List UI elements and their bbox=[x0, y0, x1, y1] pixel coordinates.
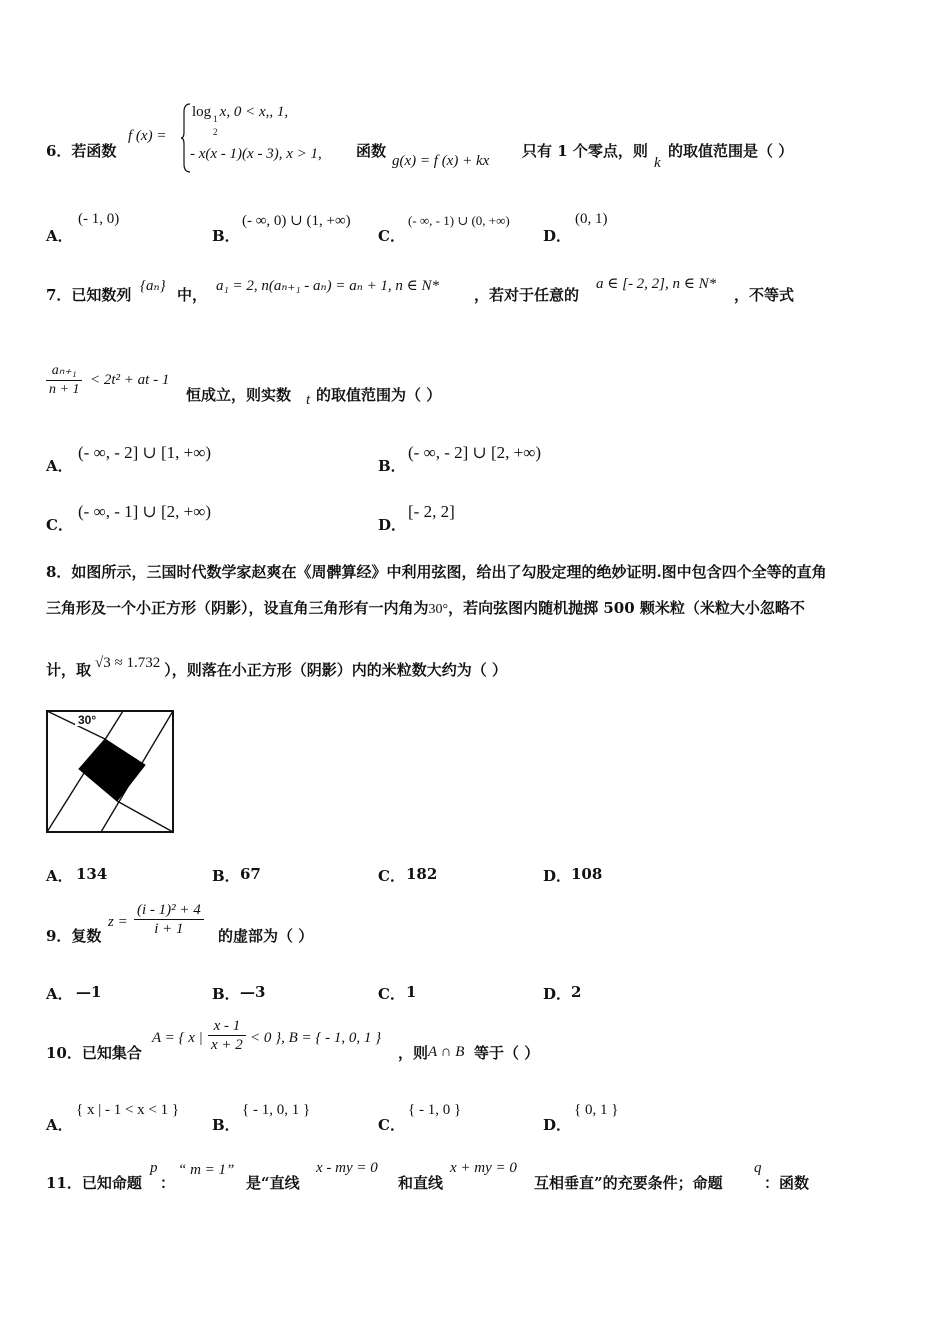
q10-a-right: < 0 }, B = { - 1, 0, 1 } bbox=[250, 1030, 382, 1046]
q8-option-c-value: 182 bbox=[406, 865, 438, 883]
q10-number: 10．已知集合 bbox=[46, 1044, 142, 1062]
q6-g: g(x) = f (x) + kx bbox=[392, 153, 490, 169]
q11-q: q bbox=[754, 1160, 762, 1176]
q10-option-b-label: B． bbox=[212, 1116, 240, 1134]
q7-option-a-value: (- ∞, - 2] ∪ [1, +∞) bbox=[78, 443, 212, 462]
q6-tail1: 只有 1 个零点，则 bbox=[522, 142, 648, 160]
q7-option-d-label: D． bbox=[378, 516, 407, 534]
q11-colon1: ： bbox=[160, 1174, 176, 1192]
q10-option-c-value: { - 1, 0 } bbox=[408, 1102, 462, 1118]
q9-number: 9．复数 bbox=[46, 927, 102, 945]
q6-option-b-label: B． bbox=[212, 227, 240, 245]
q8-line3: 计，取 √3 ≈ 1.732 ），则落在小正方形（阴影）内的米粒数大约为（ ） bbox=[46, 655, 507, 679]
q6-option-c-label: C． bbox=[378, 227, 405, 245]
q6-option-c-value: (- ∞, - 1) ∪ (0, +∞) bbox=[408, 213, 510, 228]
q7-seq: {aₙ} bbox=[140, 278, 166, 294]
q7-frac-num: aₙ₊₁ bbox=[46, 362, 82, 381]
q7-tail2: 的取值范围为（ ） bbox=[316, 386, 442, 404]
q10-option-c-label: C． bbox=[378, 1116, 405, 1134]
q7-option-c-label: C． bbox=[46, 516, 73, 534]
q7-frac-den: n + 1 bbox=[49, 382, 80, 397]
q9-z: z = bbox=[108, 914, 128, 930]
q6-stem bbox=[46, 140, 116, 161]
q6-piece2: - x(x - 1)(x - 3), x > 1, bbox=[190, 146, 322, 162]
q6-option-b-value: (- ∞, 0) ∪ (1, +∞) bbox=[242, 213, 351, 229]
q11-t2: 和直线 bbox=[398, 1174, 444, 1192]
q7-option-b-label: B． bbox=[378, 457, 406, 475]
q9-option-a-value: —1 bbox=[76, 983, 102, 1001]
q8-string-figure bbox=[45, 709, 175, 834]
q8-option-d-value: 108 bbox=[571, 865, 603, 883]
q11-m: “ m = 1” bbox=[178, 1162, 235, 1178]
q11-t4: ：函数 bbox=[764, 1174, 810, 1192]
q10-option-d-label: D． bbox=[543, 1116, 572, 1134]
q10-option-a-value: { x | - 1 < x < 1 } bbox=[76, 1102, 180, 1118]
q9-option-b-value: —3 bbox=[240, 983, 266, 1001]
q7-mid1: 中， bbox=[177, 286, 208, 304]
q6-number: 6．若函数 bbox=[46, 142, 117, 160]
q6-option-a-value: (- 1, 0) bbox=[78, 211, 120, 227]
q9-fraction bbox=[134, 901, 204, 938]
q10-mid: ，则 bbox=[398, 1044, 429, 1062]
q11-p: p bbox=[150, 1160, 158, 1176]
q6-option-a-label: A． bbox=[46, 227, 73, 245]
q10-option-a-label: A． bbox=[46, 1116, 73, 1134]
q6-mid: 函数 bbox=[356, 142, 387, 160]
q7-tail1: 恒成立，则实数 bbox=[186, 386, 292, 404]
q7-recurrence: a₁ = 2, n(aₙ₊₁ - aₙ) = aₙ + 1, n ∈ N* bbox=[216, 278, 440, 294]
q6-brace bbox=[180, 102, 192, 174]
q6-piece1: log $_1$ x, 0 < x,, 1, bbox=[192, 104, 289, 124]
q11-line1: x - my = 0 bbox=[316, 1160, 378, 1176]
q7-option-a-label: A． bbox=[46, 457, 73, 475]
q10-frac-num: x - 1 bbox=[208, 1017, 246, 1036]
q7-option-c-value: (- ∞, - 1] ∪ [2, +∞) bbox=[78, 502, 212, 521]
q6-f: f (x) = bbox=[128, 128, 167, 144]
q7-mid3: ，不等式 bbox=[734, 286, 795, 304]
q7-condition: a ∈ [- 2, 2], n ∈ N* bbox=[596, 276, 717, 292]
q8-option-b-value: 67 bbox=[240, 865, 261, 883]
q9-option-b-label: B． bbox=[212, 985, 240, 1003]
q8-line2: 三角形及一个小正方形（阴影），设直角三角形有一内角为30°，若向弦图内随机抛掷 500 颗米粒（米粒大小忽略不 bbox=[46, 599, 805, 617]
q9-frac-num: (i - 1)² + 4 bbox=[134, 901, 204, 920]
q7-option-b-value: (- ∞, - 2] ∪ [2, +∞) bbox=[408, 443, 542, 462]
q10-option-b-value: { - 1, 0, 1 } bbox=[242, 1102, 311, 1118]
q7-option-d-value: [- 2, 2] bbox=[408, 502, 455, 521]
q9-tail: 的虚部为（ ） bbox=[218, 927, 314, 945]
q8-figure-angle-label: 30° bbox=[78, 713, 97, 727]
q6-piece1-sub2: 2 bbox=[213, 127, 218, 137]
q9-option-a-label: A． bbox=[46, 985, 73, 1003]
q6-tail2: 的取值范围是（ ） bbox=[668, 142, 794, 160]
q7-mid2: ，若对于任意的 bbox=[474, 286, 580, 304]
q8-option-d-label: D． bbox=[543, 867, 572, 885]
q8-option-c-label: C． bbox=[378, 867, 405, 885]
q11-line2: x + my = 0 bbox=[450, 1160, 517, 1176]
q7-number: 7．已知数列 bbox=[46, 286, 132, 304]
q9-option-c-value: 1 bbox=[406, 983, 417, 1001]
q6-option-d-label: D． bbox=[543, 227, 572, 245]
q11-t3: 互相垂直”的充要条件；命题 bbox=[534, 1174, 723, 1192]
q7-inequality: < 2t² + at - 1 bbox=[90, 372, 170, 388]
q6-k: k bbox=[654, 155, 661, 171]
q10-intersection: A ∩ B bbox=[428, 1044, 465, 1060]
q10-tail: 等于（ ） bbox=[474, 1044, 540, 1062]
q7-fraction bbox=[46, 362, 82, 399]
q9-option-d-label: D． bbox=[543, 985, 572, 1003]
q10-option-d-value: { 0, 1 } bbox=[574, 1102, 619, 1118]
q8-option-a-label: A． bbox=[46, 867, 73, 885]
q9-option-c-label: C． bbox=[378, 985, 405, 1003]
q11-t1: 是“直线 bbox=[246, 1174, 300, 1192]
q10-a-left: A = { x | bbox=[152, 1030, 203, 1046]
q8-option-a-value: 134 bbox=[76, 865, 108, 883]
q7-t: t bbox=[306, 392, 311, 408]
q8-line1: 8．如图所示，三国时代数学家赵爽在《周髀算经》中利用弦图，给出了勾股定理的绝妙证明.图中包含四个全等的直角 bbox=[46, 563, 827, 581]
q8-option-b-label: B． bbox=[212, 867, 240, 885]
q10-frac-den: x + 2 bbox=[211, 1037, 243, 1053]
q9-frac-den: i + 1 bbox=[154, 921, 184, 937]
q6-option-d-value: (0, 1) bbox=[575, 211, 608, 227]
q9-option-d-value: 2 bbox=[571, 983, 582, 1001]
q11-number: 11．已知命题 bbox=[46, 1174, 142, 1192]
q10-fraction bbox=[208, 1017, 246, 1054]
